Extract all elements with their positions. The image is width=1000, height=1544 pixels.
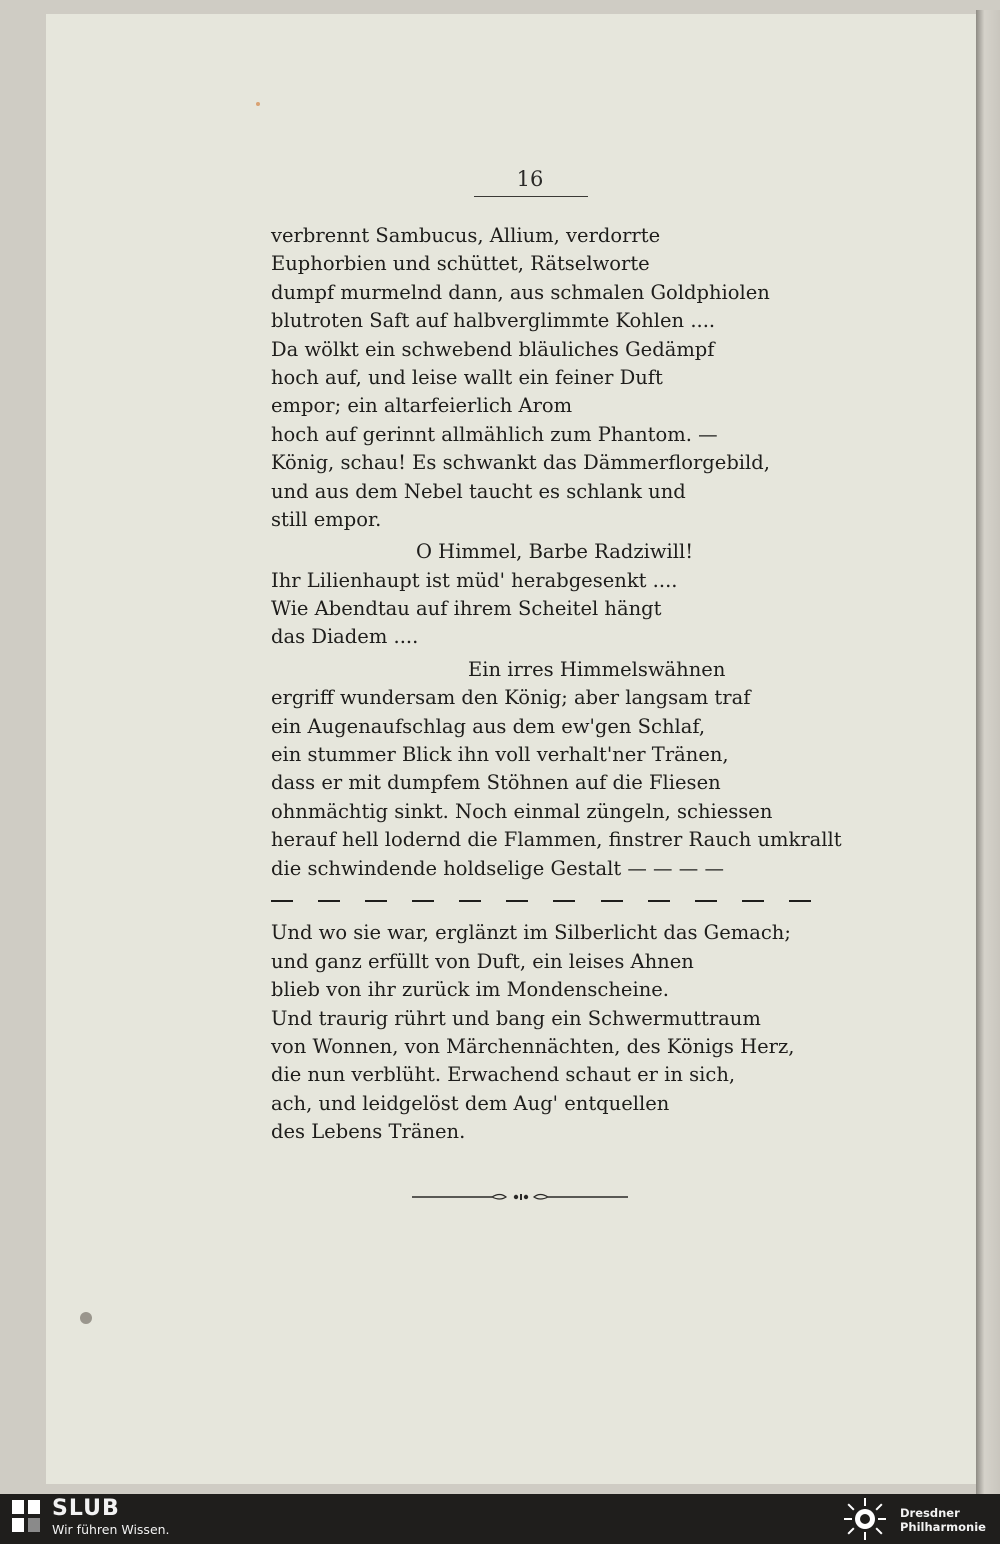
text-line: Wie Abendtau auf ihrem Scheitel hängt [271,597,662,621]
text-line: ohnmächtig sinkt. Noch einmal züngeln, schiessen [271,799,773,823]
slub-logo-icon[interactable] [12,1500,42,1534]
text-line: Und traurig rührt und bang ein Schwermuttraum [271,1006,761,1030]
text-line: ergriff wundersam den König; aber langsam traf [271,686,751,710]
text-line: O Himmel, Barbe Radziwill! [416,540,694,564]
page-number-rule [474,196,588,197]
text-line: des Lebens Tränen. [271,1120,466,1144]
text-line: hoch auf, und leise wallt ein feiner Duft [271,365,663,389]
library-tagline: Wir führen Wissen. [52,1522,170,1537]
text-line: herauf hell lodernd die Flammen, finstrer Rauch umkrallt [271,828,842,852]
text-line: von Wonnen, von Märchennächten, des Königs Herz, [271,1034,795,1058]
text-line: Da wölkt ein schwebend bläuliches Gedämpf [271,337,715,361]
poem-text [271,222,842,1147]
text-line: und ganz erfüllt von Duft, ein leises Ahnen [271,949,694,973]
text-line: König, schau! Es schwankt das Dämmerflorgebild, [271,451,770,475]
text-line: verbrennt Sambucus, Allium, verdorrte [271,224,661,247]
text-line: Ein irres Himmelswähnen [468,657,726,681]
text-line: und aus dem Nebel taucht es schlank und [271,479,686,503]
paper-stain [80,1312,92,1324]
library-name[interactable]: SLUB [52,1496,120,1521]
text-line: still empor. [271,507,382,531]
text-line: blutroten Saft auf halbverglimmte Kohlen .... [271,309,716,333]
text-line: die nun verblüht. Erwachend schaut er in sich, [271,1063,736,1087]
paper-stain [256,102,260,106]
text-line: ein Augenaufschlag aus dem ew'gen Schlaf, [271,714,706,738]
page-edge [976,10,1000,1494]
partner-name-line2: Philharmonie [900,1520,986,1534]
text-line: dass er mit dumpfem Stöhnen auf die Fliesen [271,771,721,795]
text-line: Euphorbien und schüttet, Rätselworte [271,252,650,276]
partner-name-line1: Dresdner [900,1506,960,1520]
text-line: dumpf murmelnd dann, aus schmalen Goldphiolen [271,280,770,304]
text-line: das Diadem .... [271,625,419,649]
text-line: ach, und leidgelöst dem Aug' entquellen [271,1091,670,1115]
text-line: die schwindende holdselige Gestalt — — — — [271,856,724,880]
text-line: empor; ein altarfeierlich Arom [271,394,573,418]
text-line: blieb von ihr zurück im Mondenscheine. [271,978,669,1002]
text-line: Und wo sie war, erglänzt im Silberlicht das Gemach; [271,921,791,945]
text-line: Ihr Lilienhaupt ist müd' herabgesenkt .... [271,568,678,592]
dash-row [271,887,811,915]
ornament-divider [412,1190,628,1204]
text-line: hoch auf gerinnt allmählich zum Phantom. — [271,422,718,446]
page-number: 16 [516,167,544,191]
footer-bar [0,1494,1000,1544]
text-line: ein stummer Blick ihn voll verhalt'ner Tränen, [271,743,729,767]
partner-name [900,1506,996,1534]
philharmonie-logo-icon[interactable] [842,1497,888,1541]
